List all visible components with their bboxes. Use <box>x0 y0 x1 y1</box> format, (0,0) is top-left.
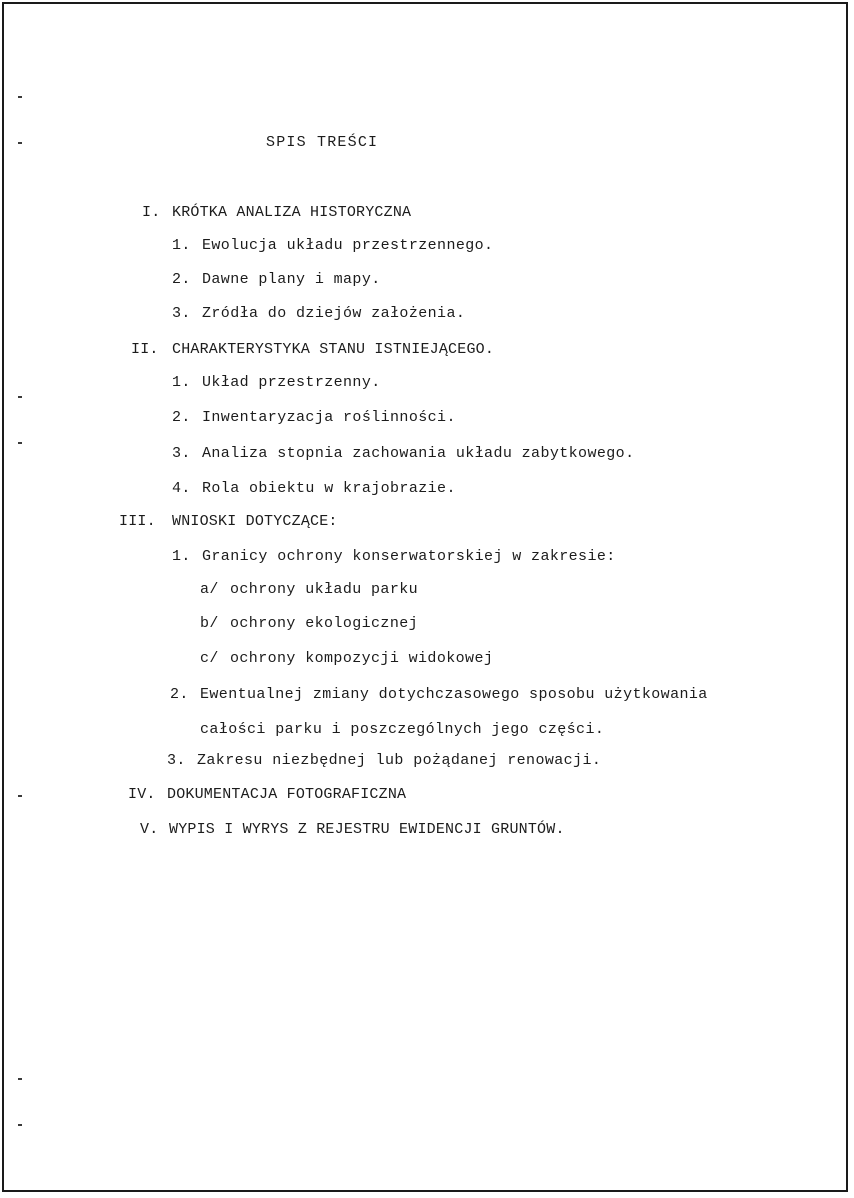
subitem-text: ochrony kompozycji widokowej <box>230 650 494 667</box>
subitem-text: ochrony ekologicznej <box>230 615 419 632</box>
section-number: V. <box>140 821 159 838</box>
margin-mark <box>18 142 22 144</box>
subitem-text: ochrony układu parku <box>230 581 419 598</box>
subitem-letter: a/ <box>200 581 219 598</box>
section-number: I. <box>142 204 161 221</box>
item-number: 3. <box>167 752 186 769</box>
item-text: Zakresu niezbędnej lub pożądanej renowacji. <box>197 752 602 769</box>
page-frame <box>2 2 848 1192</box>
item-number: 2. <box>172 271 191 288</box>
item-number: 4. <box>172 480 191 497</box>
section-title: WNIOSKI DOTYCZĄCE: <box>172 513 338 530</box>
margin-mark <box>18 396 22 398</box>
item-text: Zródła do dziejów założenia. <box>202 305 466 322</box>
section-number: IV. <box>128 786 156 803</box>
item-text-continuation: całości parku i poszczególnych jego części. <box>200 721 605 738</box>
section-title: WYPIS I WYRYS Z REJESTRU EWIDENCJI GRUNTÓW. <box>169 821 565 838</box>
item-number: 1. <box>172 237 191 254</box>
item-number: 1. <box>172 374 191 391</box>
item-text: Ewolucja układu przestrzennego. <box>202 237 494 254</box>
item-number: 3. <box>172 445 191 462</box>
page-title: SPIS TREŚCI <box>266 134 379 151</box>
margin-mark <box>18 1078 22 1080</box>
section-number: III. <box>119 513 156 530</box>
margin-mark <box>18 96 22 98</box>
section-title: DOKUMENTACJA FOTOGRAFICZNA <box>167 786 407 803</box>
item-number: 3. <box>172 305 191 322</box>
margin-mark <box>18 1124 22 1126</box>
section-title: KRÓTKA ANALIZA HISTORYCZNA <box>172 204 412 221</box>
item-text: Analiza stopnia zachowania układu zabytkowego. <box>202 445 635 462</box>
item-text: Inwentaryzacja roślinności. <box>202 409 456 426</box>
item-text: Ewentualnej zmiany dotychczasowego sposobu użytkowania <box>200 686 708 703</box>
item-text: Dawne plany i mapy. <box>202 271 381 288</box>
item-text: Układ przestrzenny. <box>202 374 381 391</box>
margin-mark <box>18 442 22 444</box>
item-number: 1. <box>172 548 191 565</box>
margin-mark <box>18 795 22 797</box>
subitem-letter: b/ <box>200 615 219 632</box>
section-number: II. <box>131 341 159 358</box>
item-text: Rola obiektu w krajobrazie. <box>202 480 456 497</box>
item-text: Granicy ochrony konserwatorskiej w zakresie: <box>202 548 616 565</box>
subitem-letter: c/ <box>200 650 219 667</box>
item-number: 2. <box>172 409 191 426</box>
item-number: 2. <box>170 686 189 703</box>
section-title: CHARAKTERYSTYKA STANU ISTNIEJĄCEGO. <box>172 341 495 358</box>
